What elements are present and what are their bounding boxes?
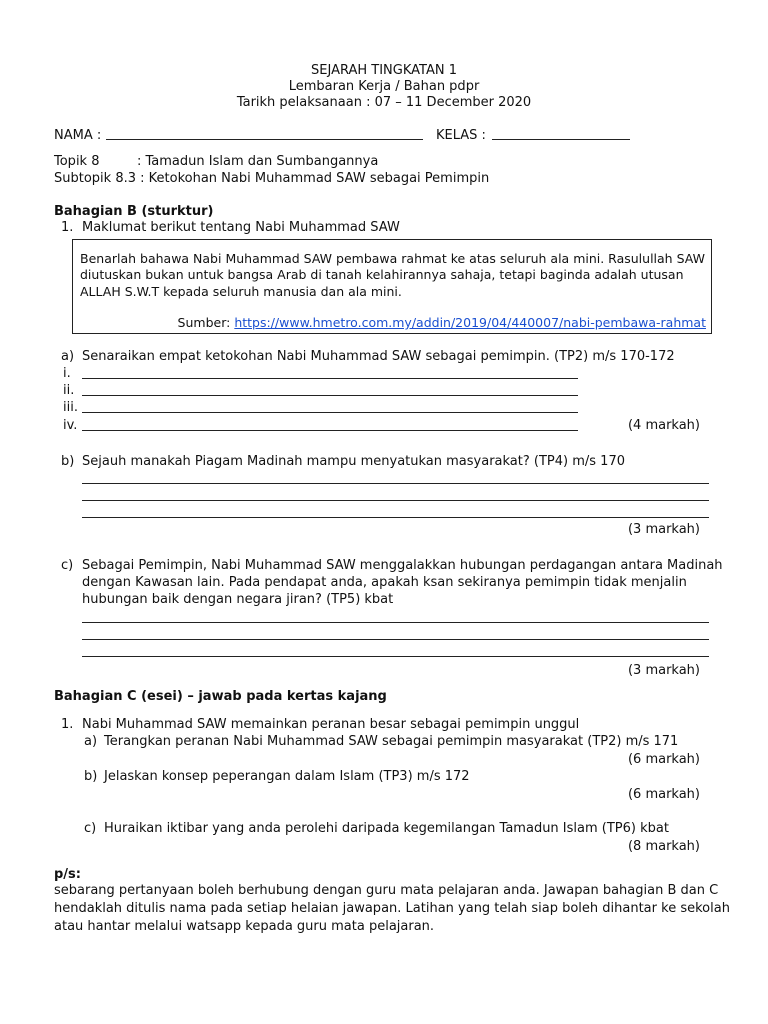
subtopik: Subtopik 8.3 : Ketokohan Nabi Muhammad SAW sebagai Pemimpin bbox=[54, 171, 490, 186]
section-c-item-text: Jelaskan konsep peperangan dalam Islam (TP3) m/s 172 bbox=[104, 769, 470, 784]
section-c-item-marks: (6 markah) bbox=[627, 787, 700, 802]
qa-letter: a) bbox=[61, 349, 75, 364]
nama-label: NAMA : bbox=[54, 128, 102, 143]
ps-line: sebarang pertanyaan boleh berhubung dengan guru mata pelajaran anda. Jawapan bahagian B dan C bbox=[54, 883, 719, 898]
qb-marks: (3 markah) bbox=[627, 522, 700, 537]
section-c-q1-text: Nabi Muhammad SAW memainkan peranan besar sebagai pemimpin unggul bbox=[82, 717, 580, 732]
ps-line: hendaklah ditulis nama pada setiap helaian jawapan. Latihan yang telah siap boleh dihantar ke sekolah bbox=[54, 901, 730, 916]
roman-numeral: iv. bbox=[63, 418, 78, 433]
answer-line[interactable] bbox=[82, 430, 578, 431]
kelas-field[interactable] bbox=[492, 139, 630, 140]
source-label: Sumber: bbox=[177, 315, 231, 330]
roman-numeral: iii. bbox=[63, 400, 78, 415]
qb-text: Sejauh manakah Piagam Madinah mampu menyatukan masyarakat? (TP4) m/s 170 bbox=[82, 454, 625, 469]
roman-numeral: ii. bbox=[63, 383, 75, 398]
source-line bbox=[178, 314, 706, 331]
answer-line[interactable] bbox=[82, 656, 709, 657]
answer-line[interactable] bbox=[82, 412, 578, 413]
qc-line: hubungan baik dengan negara jiran? (TP5) kbat bbox=[82, 592, 394, 607]
qa-marks: (4 markah) bbox=[627, 418, 700, 433]
roman-numeral: i. bbox=[63, 366, 71, 381]
worksheet-title: SEJARAH TINGKATAN 1 bbox=[311, 63, 457, 78]
kelas-label: KELAS : bbox=[436, 128, 486, 143]
answer-line[interactable] bbox=[82, 378, 578, 379]
nama-field[interactable] bbox=[106, 139, 423, 140]
section-c-item-letter: c) bbox=[84, 821, 97, 836]
ps-line: atau hantar melalui watsapp kepada guru mata pelajaran. bbox=[54, 919, 435, 934]
answer-line[interactable] bbox=[82, 517, 709, 518]
topik-value: : Tamadun Islam dan Sumbangannya bbox=[137, 154, 379, 169]
qc-line: Sebagai Pemimpin, Nabi Muhammad SAW menggalakkan hubungan perdagangan antara Madinah bbox=[82, 558, 723, 573]
info-box-line: Benarlah bahawa Nabi Muhammad SAW pembawa rahmat ke atas seluruh ala mini. Rasulullah SAW bbox=[80, 251, 705, 266]
answer-line[interactable] bbox=[82, 639, 709, 640]
section-c-item-letter: b) bbox=[84, 769, 98, 784]
section-c-heading: Bahagian C (esei) – jawab pada kertas kajang bbox=[54, 689, 387, 704]
qc-letter: c) bbox=[61, 558, 74, 573]
answer-line[interactable] bbox=[82, 483, 709, 484]
answer-line[interactable] bbox=[82, 622, 709, 623]
section-b-q1-text: Maklumat berikut tentang Nabi Muhammad SAW bbox=[82, 220, 400, 235]
source-link[interactable]: https://www.hmetro.com.my/addin/2019/04/440007/nabi-pembawa-rahmat bbox=[234, 315, 706, 330]
answer-line[interactable] bbox=[82, 500, 709, 501]
info-box-line: diutuskan bukan untuk bangsa Arab di tanah kelahirannya sahaja, tetapi baginda adalah utusan bbox=[80, 267, 684, 282]
qb-letter: b) bbox=[61, 454, 75, 469]
section-b-q1-number: 1. bbox=[61, 220, 74, 235]
section-c-item-marks: (8 markah) bbox=[627, 839, 700, 854]
section-c-item-text: Huraikan iktibar yang anda perolehi daripada kegemilangan Tamadun Islam (TP6) kbat bbox=[104, 821, 669, 836]
section-c-item-text: Terangkan peranan Nabi Muhammad SAW sebagai pemimpin masyarakat (TP2) m/s 171 bbox=[104, 734, 679, 749]
info-box-line: ALLAH S.W.T kepada seluruh manusia dan ala mini. bbox=[80, 284, 402, 299]
qa-text: Senaraikan empat ketokohan Nabi Muhammad SAW sebagai pemimpin. (TP2) m/s 170-172 bbox=[82, 349, 675, 364]
worksheet-date: Tarikh pelaksanaan : 07 – 11 December 2020 bbox=[236, 95, 532, 110]
qc-marks: (3 markah) bbox=[627, 663, 700, 678]
section-b-heading: Bahagian B (sturktur) bbox=[54, 204, 214, 219]
section-c-item-marks: (6 markah) bbox=[627, 752, 700, 767]
worksheet-subtitle: Lembaran Kerja / Bahan pdpr bbox=[288, 79, 480, 94]
section-c-item-letter: a) bbox=[84, 734, 98, 749]
ps-heading: p/s: bbox=[54, 867, 81, 882]
qc-line: dengan Kawasan lain. Pada pendapat anda, apakah ksan sekiranya pemimpin tidak menjalin bbox=[82, 575, 687, 590]
answer-line[interactable] bbox=[82, 395, 578, 396]
section-c-q1-number: 1. bbox=[61, 717, 74, 732]
topik-label: Topik 8 bbox=[54, 154, 100, 169]
